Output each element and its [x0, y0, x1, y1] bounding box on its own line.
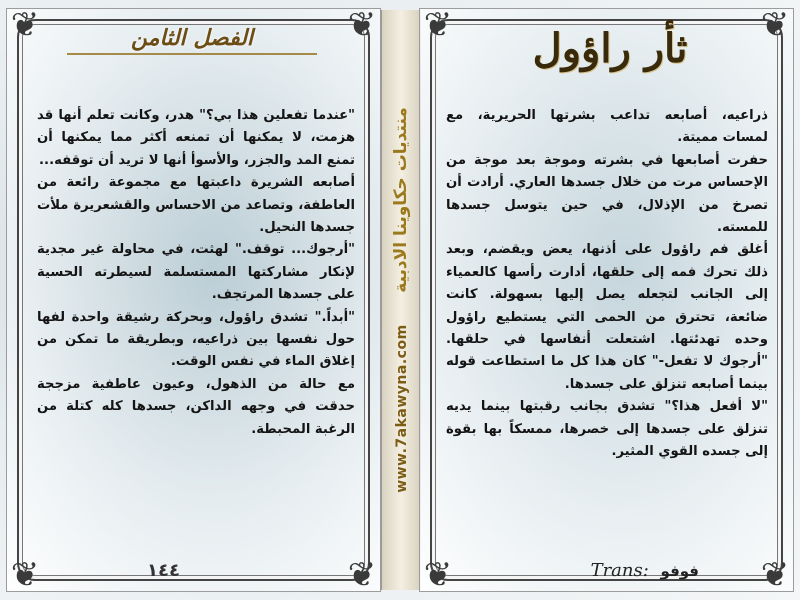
paragraph: مع حالة من الذهول، وعيون عاطفية مزججة حدقت في وجهه الداكن، جسدها كله كتلة من الرغبة المحبطة.	[37, 376, 355, 437]
translator-credit	[591, 560, 699, 581]
left-page	[6, 5, 381, 595]
paragraph: "عندما تفعلين هذا بي؟" هدر، وكانت تعلم أنها قد هزمت، لا يمكنها أن تمنعه أكثر مما يمكنها أن تمنع المد والجزر، والأسوأ أنها لا تريد أن توقفه...	[37, 108, 355, 168]
paragraph: أغلق فم راؤول على أذنها، يعض ويقضم، وبعد ذلك تحرك فمه إلى حلقها، أدارت رأسها كالعمياء إلى الجانب لتجعله يصل إليها بسهولة. كانت ضائعة، تحترق من الحمى التي يستطيع راؤول وحده تهدئتها. اشتعلت أنفاسها في حلقها. "أرجوك لا تفعل-" كان هذا كل ما استطاعت قوله بينما أصابعه تنزلق على جسدها.	[446, 242, 768, 392]
translator-name: فوفو	[660, 562, 699, 580]
paragraph: "أرجوك... توقف." لهثت، في محاولة غير مجدية لإنكار مشاركتها المستسلمة لسيطرته الحسية على جسدها المرتجف.	[37, 242, 355, 303]
right-page-body	[446, 105, 768, 464]
chapter-title: الفصل الثامن	[67, 25, 317, 55]
spine-forum-name: منتديات حكاوينا الادبية	[391, 107, 411, 293]
paragraph: "أبداً." تشدق راؤول، وبحركة رشيقة واحدة لفها حول نفسها بين ذراعيه، وبطريقة ما تمكن من إغلاق الماء في نفس الوقت.	[37, 309, 355, 370]
ornament-corner-icon: ❦	[347, 555, 377, 595]
spine-text	[391, 107, 411, 493]
paragraph: ذراعيه، أصابعه تداعب بشرتها الحريرية، مع لمسات مميتة.	[446, 108, 768, 146]
paragraph: أصابعه الشريرة داعبتها مع مجموعة رائعة من العاطفة، وتصاعد من الاحساس والقشعريرة ملأت جسدها النحيل.	[37, 175, 355, 236]
spine-website: www.7akawyna.com	[394, 324, 410, 493]
book-title: ثأر راؤول	[532, 25, 688, 72]
ornament-corner-icon: ❦	[423, 5, 453, 45]
left-page-body	[37, 105, 355, 441]
ornament-corner-icon: ❦	[347, 5, 377, 45]
ornament-corner-icon: ❦	[10, 5, 40, 45]
ornament-corner-icon: ❦	[760, 5, 790, 45]
paragraph: "لا أفعل هذا؟" تشدق بجانب رقبتها بينما يديه تنزلق على جسدها إلى خصرها، ممسكاً بها بقوة إلى جسده القوي المثير.	[446, 399, 768, 460]
credit-label: Trans:	[590, 560, 649, 581]
right-page	[419, 5, 794, 595]
book-spine	[381, 10, 421, 590]
ornament-corner-icon: ❦	[423, 555, 453, 595]
paragraph: حفرت أصابعها في بشرته وموجة بعد موجة من الإحساس مرت من خلال جسدها العاري. أرادت أن تصرخ من الإذلال، في حين يتوسل جسدها للمسته.	[446, 152, 768, 236]
ornament-corner-icon: ❦	[10, 555, 40, 595]
ornament-corner-icon: ❦	[760, 555, 790, 595]
page-number: ١٤٤	[147, 560, 180, 581]
